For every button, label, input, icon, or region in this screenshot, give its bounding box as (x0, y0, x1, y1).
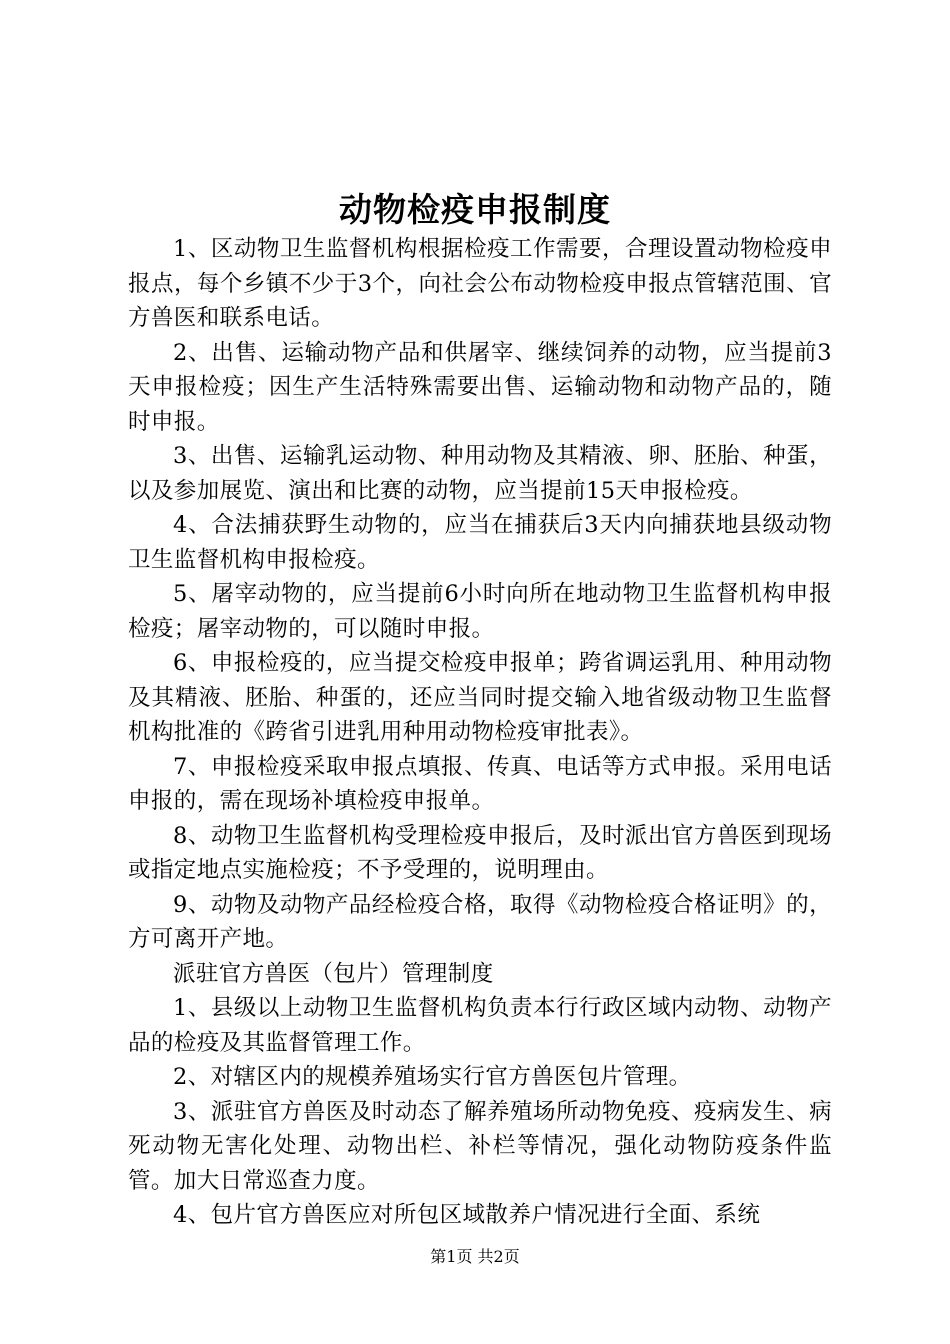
paragraph: 2、对辖区内的规模养殖场实行官方兽医包片管理。 (173, 1064, 692, 1090)
paragraph: 9、动物及动物产品经检疫合格，取得《动物检疫合格证明》的，方可离开产地。 (128, 891, 832, 952)
paragraph: 4、包片官方兽医应对所包区域散养户情况进行全面、系统 (173, 1202, 761, 1228)
paragraph: 1、县级以上动物卫生监督机构负责本行行政区域内动物、动物产品的检疫及其监督管理工作。 (128, 995, 832, 1056)
paragraph: 8、动物卫生监督机构受理检疫申报后，及时派出官方兽医到现场或指定地点实施检疫；不予受理的，说明理由。 (128, 822, 832, 883)
paragraph: 4、合法捕获野生动物的，应当在捕获后3天内向捕获地县级动物卫生监督机构申报检疫。 (128, 512, 832, 573)
paragraph: 5、屠宰动物的，应当提前6小时向所在地动物卫生监督机构申报检疫；屠宰动物的，可以随时申报。 (128, 581, 832, 642)
document-body (128, 232, 832, 1233)
paragraph: 6、申报检疫的，应当提交检疫申报单；跨省调运乳用、种用动物及其精液、胚胎、种蛋的，还应当同时提交输入地省级动物卫生监督机构批准的《跨省引进乳用种用动物检疫审批表》。 (128, 650, 832, 745)
paragraph: 7、申报检疫采取申报点填报、传真、电话等方式申报。采用电话申报的，需在现场补填检疫申报单。 (128, 753, 832, 814)
page-footer: 第1页 共2页 (430, 1247, 520, 1266)
paragraph: 1、区动物卫生监督机构根据检疫工作需要，合理设置动物检疫申报点，每个乡镇不少于3个，向社会公布动物检疫申报点管辖范围、官方兽医和联系电话。 (128, 236, 832, 331)
section-heading: 派驻官方兽医（包片）管理制度 (173, 960, 494, 987)
paragraph: 3、出售、运输乳运动物、种用动物及其精液、卵、胚胎、种蛋，以及参加展览、演出和比赛的动物，应当提前15天申报检疫。 (128, 443, 832, 504)
document-title: 动物检疫申报制度 (339, 190, 611, 229)
paragraph: 2、出售、运输动物产品和供屠宰、继续饲养的动物，应当提前3天申报检疫；因生产生活特殊需要出售、运输动物和动物产品的，随时申报。 (128, 339, 832, 435)
paragraph: 3、派驻官方兽医及时动态了解养殖场所动物免疫、疫病发生、病死动物无害化处理、动物出栏、补栏等情况，强化动物防疫条件监管。加大日常巡查力度。 (128, 1098, 832, 1194)
